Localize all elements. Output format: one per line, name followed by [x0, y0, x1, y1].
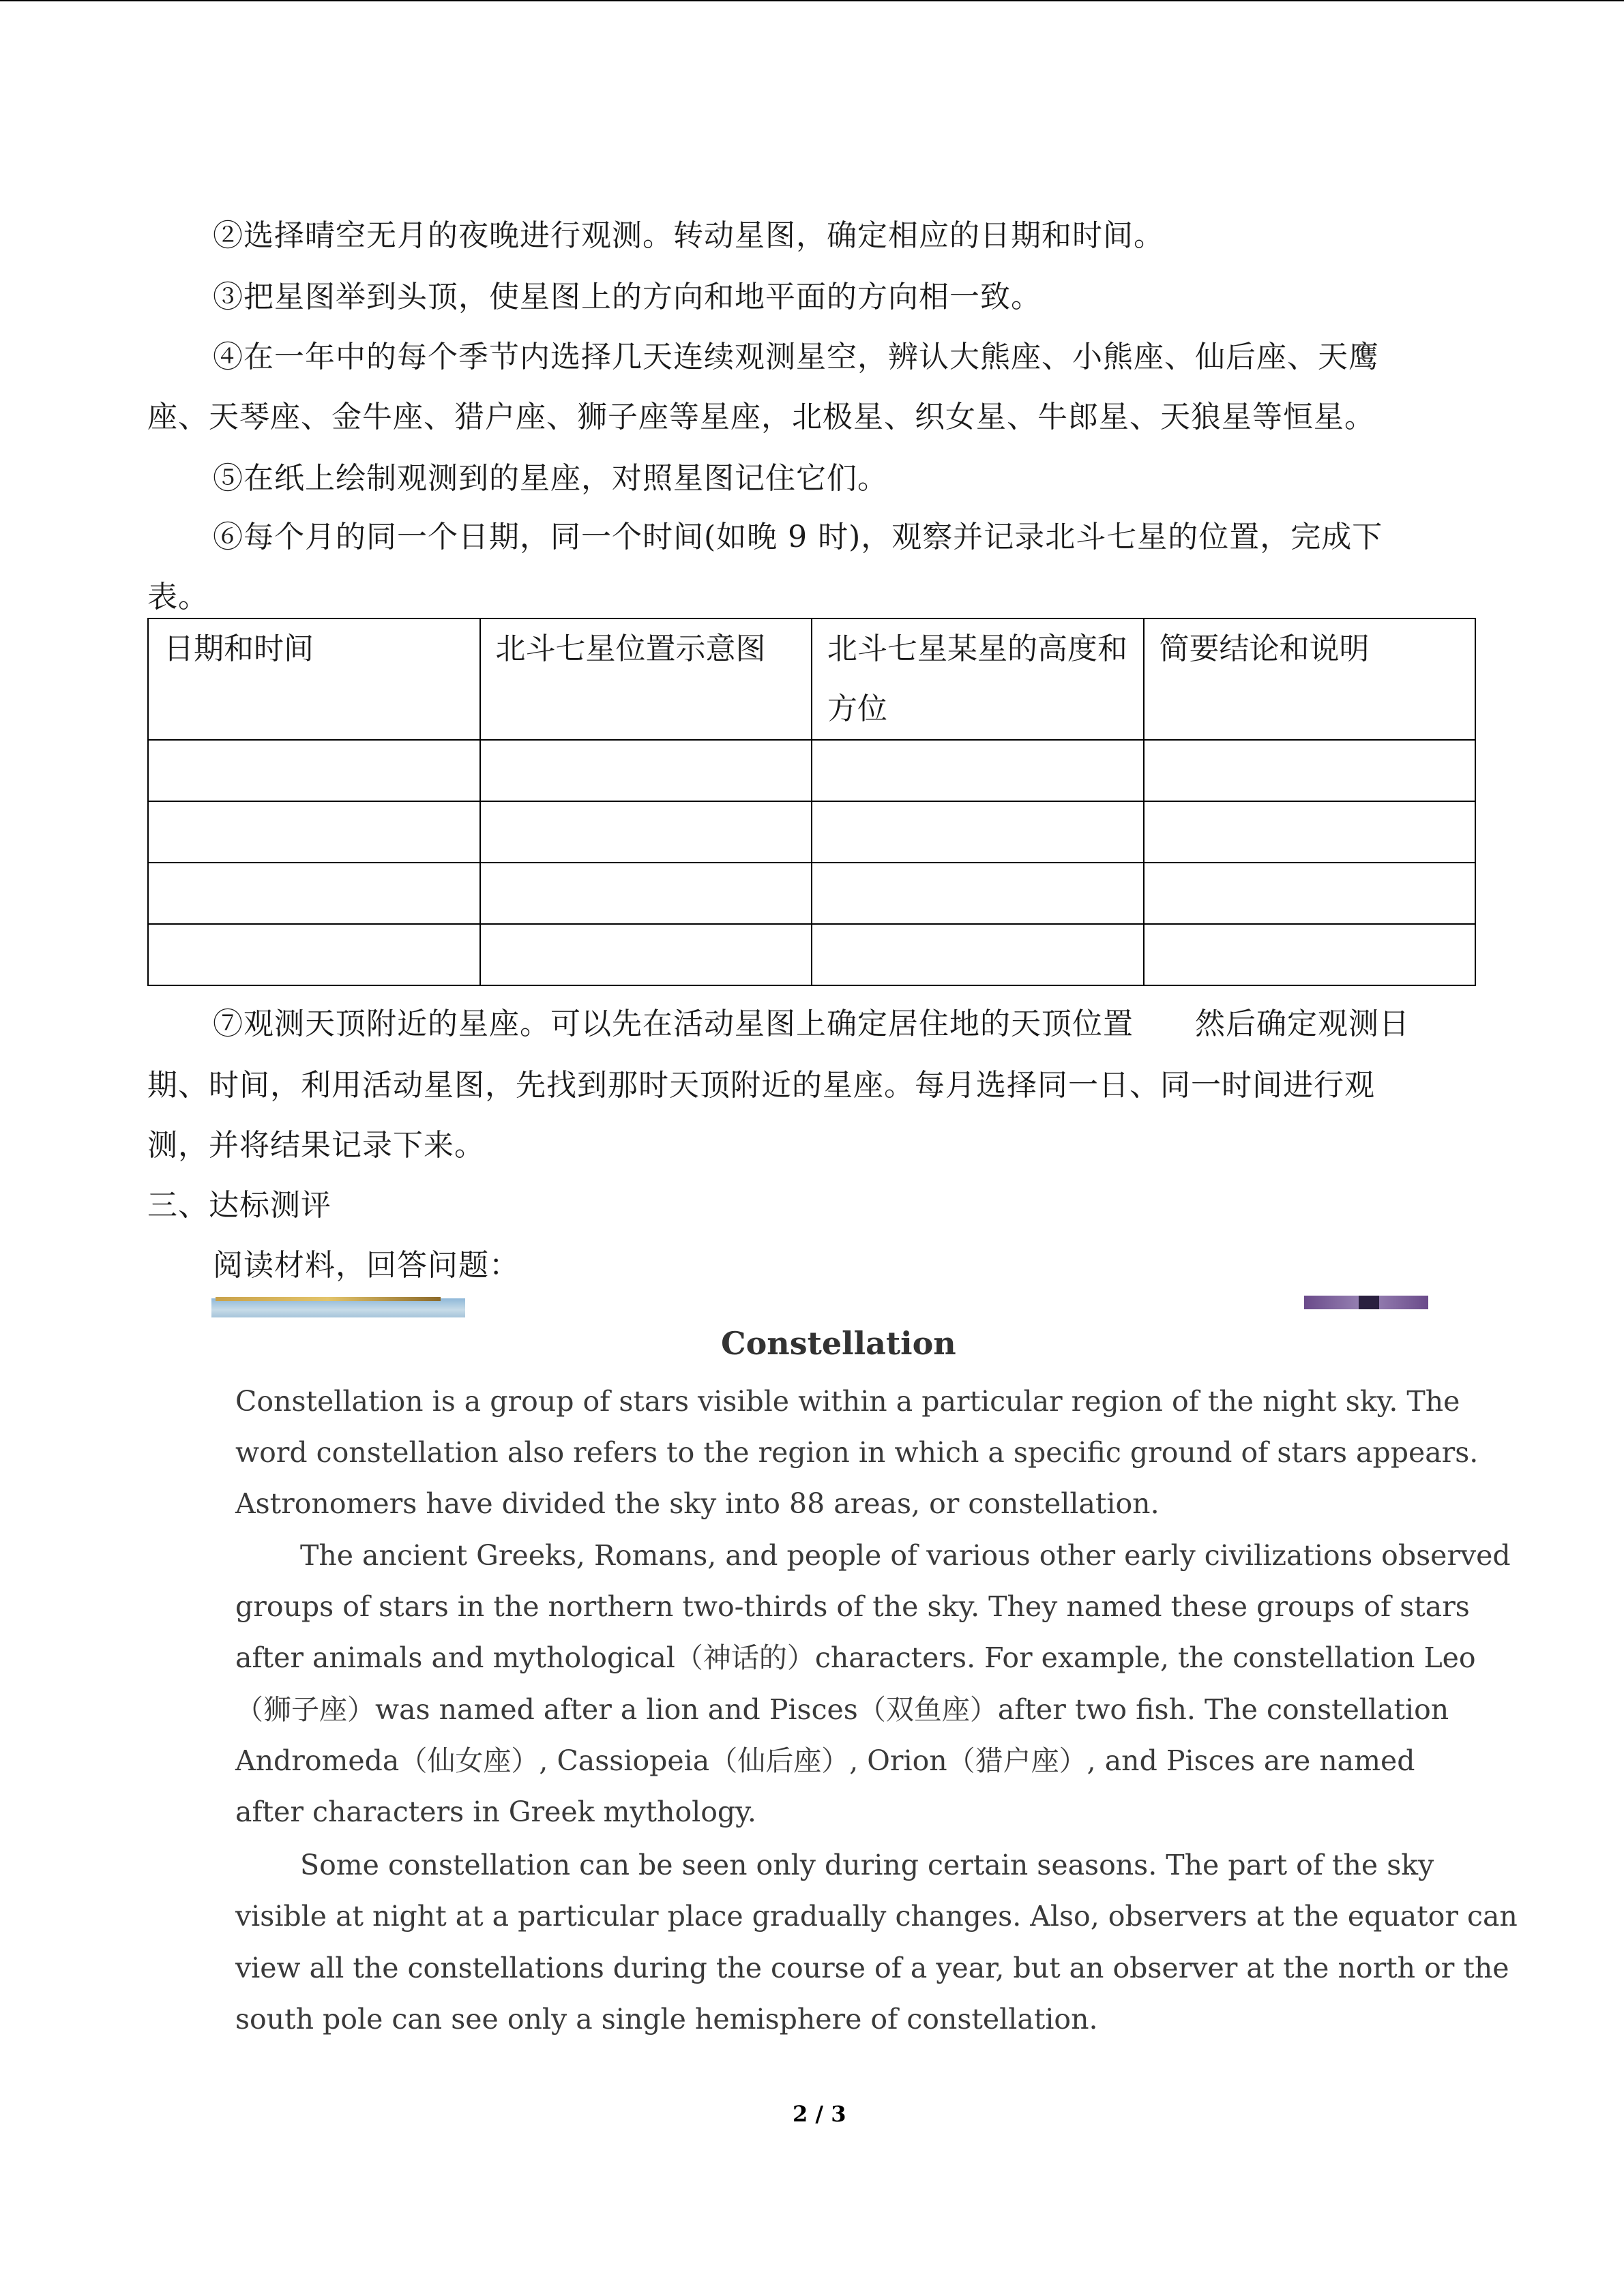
step-6-line-1: ⑥每个月的同一个日期，同一个时间(如晚 9 时)，观察并记录北斗七星的位置，完成下	[213, 520, 1383, 554]
section-intro: 阅读材料，回答问题：	[213, 1248, 520, 1283]
page-number: 2 / 3	[793, 2101, 846, 2127]
reading-line: （狮子座）was named after a lion and Pisces（双鱼座）after two fish. The constellation	[235, 1693, 1449, 1726]
table-cell[interactable]	[812, 924, 1144, 985]
table-row	[148, 740, 1475, 801]
decorative-bar-left	[211, 1298, 465, 1317]
step-4-line-2: 座、天琴座、金牛座、猎户座、狮子座等星座，北极星、织女星、牛郎星、天狼星等恒星。	[147, 400, 1375, 434]
table-cell[interactable]	[1144, 924, 1476, 985]
step-7-line-3: 测，并将结果记录下来。	[147, 1128, 485, 1163]
reading-line: Constellation is a group of stars visible within a particular region of the night sky. The	[235, 1385, 1460, 1418]
section-heading: 三、达标测评	[147, 1188, 331, 1223]
step-7-line-2: 期、时间，利用活动星图，先找到那时天顶附近的星座。每月选择同一日、同一时间进行观	[147, 1068, 1375, 1103]
table-cell[interactable]	[148, 740, 480, 801]
table-header-cell: 简要结论和说明	[1144, 618, 1476, 740]
step-4-line-1: ④在一年中的每个季节内选择几天连续观测星空，辨认大熊座、小熊座、仙后座、天鹰	[213, 340, 1379, 374]
table-cell[interactable]	[480, 801, 812, 863]
table-row	[148, 924, 1475, 985]
reading-line: visible at night at a particular place gradually changes. Also, observers at the equator can	[235, 1900, 1518, 1933]
table-cell[interactable]	[148, 863, 480, 924]
table-cell[interactable]	[480, 863, 812, 924]
table-cell[interactable]	[480, 740, 812, 801]
table-cell[interactable]	[1144, 740, 1476, 801]
observation-table	[147, 618, 1476, 986]
table-cell[interactable]	[148, 924, 480, 985]
reading-line: after characters in Greek mythology.	[235, 1795, 756, 1828]
step-2: ②选择晴空无月的夜晚进行观测。转动星图，确定相应的日期和时间。	[213, 218, 1164, 253]
decorative-pencil-stripe	[216, 1297, 441, 1301]
reading-line: view all the constellations during the course of a year, but an observer at the north or the	[235, 1952, 1509, 1984]
step-5: ⑤在纸上绘制观测到的星座，对照星图记住它们。	[213, 461, 888, 496]
table-row	[148, 801, 1475, 863]
table-header-row	[148, 618, 1475, 740]
table-cell[interactable]	[480, 924, 812, 985]
reading-line: The ancient Greeks, Romans, and people of various other early civilizations observed	[300, 1539, 1511, 1572]
reading-line: groups of stars in the northern two-thirds of the sky. They named these groups of stars	[235, 1590, 1470, 1623]
reading-line: word constellation also refers to the region in which a specific ground of stars appears.	[235, 1436, 1479, 1469]
step-6-line-2: 表。	[147, 580, 209, 614]
table-cell[interactable]	[812, 740, 1144, 801]
table-cell[interactable]	[812, 863, 1144, 924]
reading-line: Astronomers have divided the sky into 88 areas, or constellation.	[235, 1487, 1160, 1520]
table-cell[interactable]	[812, 801, 1144, 863]
table-cell[interactable]	[148, 801, 480, 863]
table-header-cell: 日期和时间	[148, 618, 480, 740]
table-cell[interactable]	[1144, 801, 1476, 863]
decorative-bar-right-accent	[1359, 1296, 1379, 1309]
table-row	[148, 863, 1475, 924]
reading-line: Some constellation can be seen only during certain seasons. The part of the sky	[300, 1849, 1434, 1881]
reading-line: after animals and mythological（神话的）characters. For example, the constellation Leo	[235, 1641, 1476, 1674]
table-header-cell: 北斗七星某星的高度和方位	[812, 618, 1144, 740]
reading-line: Andromeda（仙女座）, Cassiopeia（仙后座）, Orion（猎户座）, and Pisces are named	[235, 1744, 1415, 1777]
table-header-cell: 北斗七星位置示意图	[480, 618, 812, 740]
reading-line: south pole can see only a single hemisphere of constellation.	[235, 2003, 1098, 2036]
step-7-line-1: ⑦观测天顶附近的星座。可以先在活动星图上确定居住地的天顶位置 然后确定观测日	[213, 1007, 1410, 1041]
step-3: ③把星图举到头顶，使星图上的方向和地平面的方向相一致。	[213, 280, 1042, 314]
reading-title: Constellation	[721, 1325, 956, 1362]
table-cell[interactable]	[1144, 863, 1476, 924]
